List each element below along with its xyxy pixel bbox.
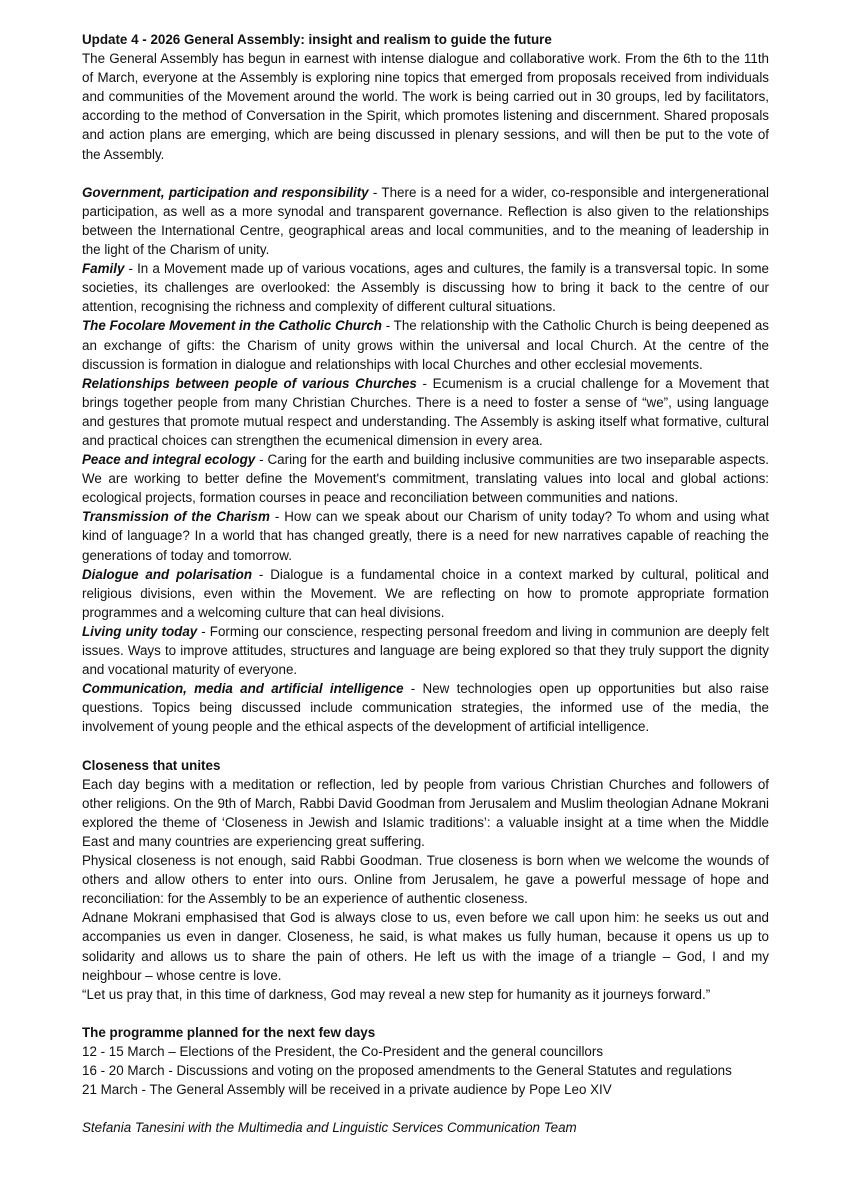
topic-text: - New technologies open up opportunities but also raise questions. Topics being discussed include communication strategies, the informed use of the media, the involvement of young people and the ethical aspects of the development of artificial intelligence. — [82, 681, 769, 735]
spacer — [82, 164, 769, 183]
topic-title: Government, participation and responsibility — [82, 184, 369, 200]
topic-text: - Ecumenism is a crucial challenge for a Movement that brings together people from many Christian Churches. There is a need to foster a sense of “we”, using language and gestures that promote mutual respect and understanding. The Assembly is asking itself what formative, cultural and practical choices can strengthen the ecumenical dimension in every area. — [82, 375, 769, 448]
topic-item — [82, 622, 769, 679]
signature: Stefania Tanesini with the Multimedia and Linguistic Services Communication Team — [82, 1120, 577, 1136]
topic-item — [82, 565, 769, 622]
topic-item — [82, 259, 769, 316]
topic-title: Relationships between people of various Churches — [82, 375, 417, 391]
topic-title: Family — [82, 261, 125, 277]
topic-text: - There is a need for a wider, co-responsible and intergenerational participation, as well as a more synodal and transparent governance. Reflection is also given to the relationships between the International Centre, geographical areas and local communities, and to the meaning of leadership in the light of the Charism of unity. — [82, 184, 769, 258]
spacer — [82, 1004, 769, 1023]
topic-title: The Focolare Movement in the Catholic Church — [82, 318, 382, 334]
topic-text: - The relationship with the Catholic Church is being deepened as an exchange of gifts: the Charism of unity grows within the universal and local Church. At the centre of the discussion is formation in dialogue and relationships with local Churches and other ecclesial movements. — [82, 318, 770, 372]
topic-title: Transmission of the Charism — [82, 509, 270, 525]
topic-item — [82, 507, 769, 564]
spacer — [82, 736, 769, 755]
topic-text: - How can we speak about our Charism of unity today? To whom and using what kind of language? In a world that has changed greatly, there is a need for new narratives capable of reaching the generations of today and tomorrow. — [82, 509, 769, 563]
topic-title: Communication, media and artificial intelligence — [82, 681, 404, 697]
topics-list — [82, 183, 769, 737]
topic-title: Dialogue and polarisation — [82, 566, 253, 582]
topic-title: Living unity today — [82, 623, 198, 639]
topic-text: - Dialogue is a fundamental choice in a context marked by cultural, political and religious divisions, even within the Movement. We are reflecting on how to promote appropriate formation programmes and a welcoming culture that can heal divisions. — [82, 566, 769, 620]
programme-item: 16 - 20 March - Discussions and voting on the proposed amendments to the General Statutes and regulations — [82, 1063, 732, 1079]
topic-text: - In a Movement made up of various vocations, ages and cultures, the family is a transversal topic. In some societies, its challenges are overlooked: the Assembly is discussing how to bring it back to the centre of our attention, recognising the richness and complexity of different cultural situations. — [82, 261, 769, 315]
topic-item — [82, 183, 769, 259]
programme-heading: The programme planned for the next few days — [82, 1024, 376, 1040]
closeness-paragraph: Adnane Mokrani emphasised that God is always close to us, even before we call upon him: he seeks us out and accompanies us even in danger. Closeness, he said, is what makes us fully human, because it opens us up to solidarity and allows us to share the pain of others. He left us with the image of a triangle – God, I and my neighbour – whose centre is love. — [82, 910, 769, 983]
closeness-quote: “Let us pray that, in this time of darkness, God may reveal a new step for humanity as it journeys forward.” — [82, 986, 711, 1002]
topic-item — [82, 679, 769, 736]
closeness-heading: Closeness that unites — [82, 757, 221, 773]
closeness-paragraph: Each day begins with a meditation or reflection, led by people from various Christian Churches and followers of other religions. On the 9th of March, Rabbi David Goodman from Jerusalem and Muslim theologian Adnane Mokrani explored the theme of ‘Closeness in Jewish and Islamic traditions’: a valuable insight at a time when the Middle East and many countries are experiencing great suffering. — [82, 776, 769, 849]
document-title: Update 4 - 2026 General Assembly: insight and realism to guide the future — [82, 32, 552, 47]
topic-text: - Caring for the earth and building inclusive communities are two inseparable aspects. We are working to better define the Movement's commitment, translating values into local and global actions: ecological projects, formation courses in peace and reconciliation between communities and nations. — [82, 452, 769, 506]
topic-title: Peace and integral ecology — [82, 452, 256, 468]
intro-paragraph: The General Assembly has begun in earnest with intense dialogue and collaborative work. From the 6th to the 11th of March, everyone at the Assembly is exploring nine topics that emerged from proposals received from individuals and communities of the Movement around the world. The work is being carried out in 30 groups, led by facilitators, according to the method of Conversation in the Spirit, which promotes listening and discernment. Shared proposals and action plans are emerging, which are being discussed in plenary sessions, and will then be put to the vote of the Assembly. — [82, 51, 769, 162]
topic-item — [82, 450, 769, 507]
topic-item — [82, 374, 769, 450]
topic-item — [82, 316, 769, 373]
topic-text: - Forming our conscience, respecting personal freedom and living in communion are deeply felt issues. Ways to improve attitudes, structures and language are being explored so that they truly support the dignity and vocational maturity of everyone. — [82, 623, 769, 678]
programme-item: 12 - 15 March – Elections of the President, the Co-President and the general councillors — [82, 1043, 604, 1059]
programme-item: 21 March - The General Assembly will be received in a private audience by Pope Leo XIV — [82, 1082, 612, 1098]
closeness-paragraph: Physical closeness is not enough, said Rabbi Goodman. True closeness is born when we welcome the wounds of others and allow others to enter into ours. Online from Jerusalem, he gave a powerful message of hope and reconciliation: for the Assembly to be an experience of authentic closeness. — [82, 853, 769, 907]
